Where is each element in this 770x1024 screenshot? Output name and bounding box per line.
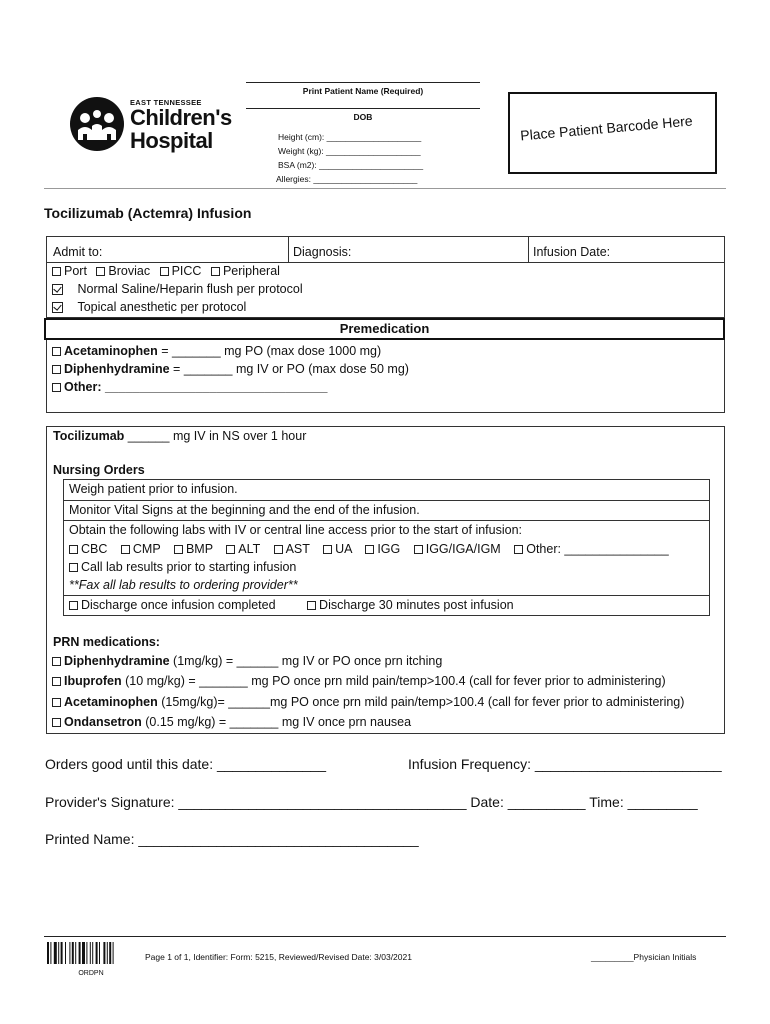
- premed-box: [46, 340, 725, 413]
- prn-ibuprofen-checkbox[interactable]: [52, 677, 61, 686]
- tocilizumab-dose: Tocilizumab ______ mg IV in NS over 1 hour: [53, 429, 307, 443]
- form-barcode-graphic: [47, 942, 135, 964]
- physician-initials-field[interactable]: _________Physician Initials: [591, 952, 697, 962]
- orders-good-until-field[interactable]: Orders good until this date: ______________: [45, 756, 326, 772]
- form-title: Tocilizumab (Actemra) Infusion: [44, 205, 252, 221]
- dob-label: DOB: [353, 112, 373, 122]
- bsa-field[interactable]: BSA (m2): ______________________: [278, 160, 424, 170]
- peripheral-checkbox[interactable]: [211, 267, 220, 276]
- premed-acetaminophen: Acetaminophen = _______ mg PO (max dose 1000 mg): [52, 342, 381, 360]
- dob-line: [246, 108, 480, 109]
- igg-iga-igm-checkbox[interactable]: [414, 545, 423, 554]
- footer-divider: [44, 936, 726, 937]
- ast-checkbox[interactable]: [274, 545, 283, 554]
- logo-line2: Children's: [130, 105, 232, 130]
- acetaminophen-checkbox[interactable]: [52, 347, 61, 356]
- patient-name-line: [246, 82, 480, 83]
- infusion-date-field[interactable]: Infusion Date:: [533, 245, 611, 259]
- prn-item: Diphenhydramine (1mg/kg) = ______ mg IV or PO once prn itching: [52, 652, 442, 670]
- labs-options: CBC CMP BMP ALT AST UA IGG IGG/IGA/IGM Other: _______________: [69, 540, 669, 558]
- discharge-30min-checkbox[interactable]: [307, 601, 316, 610]
- logo-line1: EAST TENNESSEE: [130, 98, 202, 107]
- nursing-orders-table: [63, 479, 710, 616]
- port-checkbox[interactable]: [52, 267, 61, 276]
- header-divider: [44, 188, 726, 189]
- vitals-row: Monitor Vital Signs at the beginning and the end of the infusion.: [69, 503, 420, 517]
- cmp-checkbox[interactable]: [121, 545, 130, 554]
- logo-figures-icon: [68, 96, 126, 158]
- hospital-logo: [68, 96, 232, 160]
- fax-note: **Fax all lab results to ordering provider**: [69, 578, 298, 592]
- prn-header: PRN medications:: [53, 635, 160, 649]
- flush-row: Normal Saline/Heparin flush per protocol: [52, 280, 303, 298]
- form-barcode-text: ORDPN: [78, 970, 104, 977]
- bmp-checkbox[interactable]: [174, 545, 183, 554]
- prn-item: Ibuprofen (10 mg/kg) = _______ mg PO once prn mild pain/temp>100.4 (call for fever prior to administering): [52, 672, 666, 690]
- printed-name-field[interactable]: Printed Name: ____________________________________: [45, 831, 419, 847]
- call-labs-row: Call lab results prior to starting infusion: [69, 558, 296, 576]
- logo-line3: Hospital: [130, 128, 213, 153]
- access-options: Port Broviac PICC Peripheral: [52, 262, 280, 280]
- admit-box: [46, 236, 725, 318]
- page-info: Page 1 of 1, Identifier: Form: 5215, Reviewed/Revised Date: 3/03/2021: [145, 952, 412, 962]
- labs-other-checkbox[interactable]: [514, 545, 523, 554]
- alt-checkbox[interactable]: [226, 545, 235, 554]
- call-labs-checkbox[interactable]: [69, 563, 78, 572]
- orders-box: [46, 426, 725, 734]
- discharge-row: Discharge once infusion completed Discharge 30 minutes post infusion: [69, 596, 514, 614]
- prn-item: Acetaminophen (15mg/kg)= ______mg PO once prn mild pain/temp>100.4 (call for fever prior to administering): [52, 693, 684, 711]
- discharge-completed-checkbox[interactable]: [69, 601, 78, 610]
- patient-barcode-box: [508, 92, 717, 174]
- picc-checkbox[interactable]: [160, 267, 169, 276]
- labs-intro: Obtain the following labs with IV or central line access prior to the start of infusion:: [69, 523, 523, 537]
- prn-acetaminophen-checkbox[interactable]: [52, 698, 61, 707]
- premed-header: Premedication: [44, 318, 725, 340]
- igg-checkbox[interactable]: [365, 545, 374, 554]
- nursing-orders-header: Nursing Orders: [53, 463, 145, 477]
- broviac-checkbox[interactable]: [96, 267, 105, 276]
- prn-ondansetron-checkbox[interactable]: [52, 718, 61, 727]
- provider-signature-field[interactable]: Provider's Signature: _____________________________________ Date: __________ Time: _________: [45, 794, 698, 810]
- flush-checkbox-checked[interactable]: [52, 284, 63, 295]
- premed-other: Other: ________________________________: [52, 378, 327, 396]
- barcode-box-label: Place Patient Barcode Here: [519, 112, 694, 144]
- other-checkbox[interactable]: [52, 383, 61, 392]
- weigh-row: Weigh patient prior to infusion.: [69, 482, 238, 496]
- form-barcode: [47, 942, 135, 977]
- allergies-field[interactable]: Allergies: ______________________: [276, 174, 418, 184]
- ua-checkbox[interactable]: [323, 545, 332, 554]
- diphenhydramine-checkbox[interactable]: [52, 365, 61, 374]
- diagnosis-field[interactable]: Diagnosis:: [293, 245, 352, 259]
- admit-to-field[interactable]: Admit to:: [53, 245, 103, 259]
- infusion-frequency-field[interactable]: Infusion Frequency: ________________________: [408, 756, 722, 772]
- height-field[interactable]: Height (cm): ____________________: [278, 132, 422, 142]
- prn-item: Ondansetron (0.15 mg/kg) = _______ mg IV once prn nausea: [52, 713, 411, 731]
- anesthetic-row: Topical anesthetic per protocol: [52, 298, 246, 316]
- prn-diphenhydramine-checkbox[interactable]: [52, 657, 61, 666]
- cbc-checkbox[interactable]: [69, 545, 78, 554]
- premed-diphenhydramine: Diphenhydramine = _______ mg IV or PO (max dose 50 mg): [52, 360, 409, 378]
- patient-name-label: Print Patient Name (Required): [302, 86, 424, 96]
- anesthetic-checkbox-checked[interactable]: [52, 302, 63, 313]
- weight-field[interactable]: Weight (kg): ____________________: [278, 146, 421, 156]
